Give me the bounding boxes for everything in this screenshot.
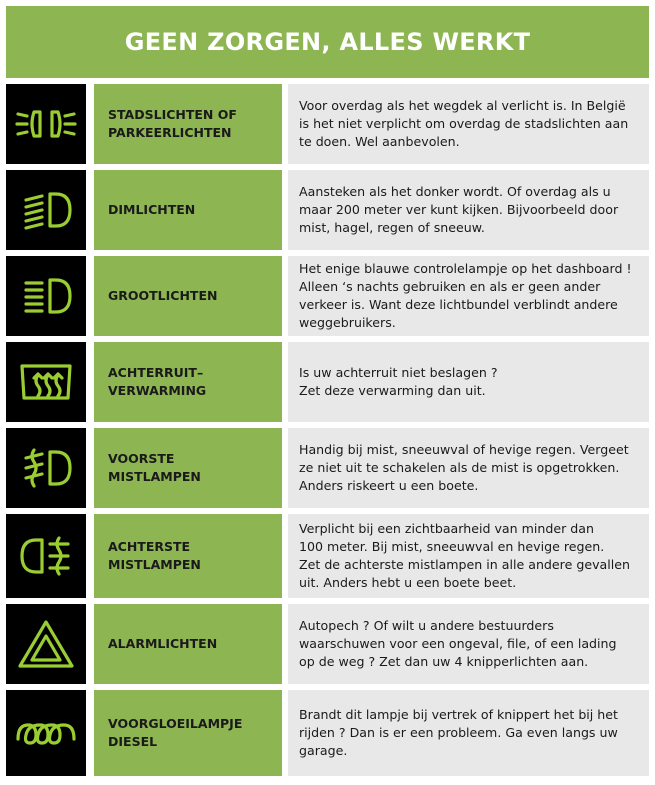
light-name: ACHTERSTE MISTLAMPEN	[108, 539, 201, 572]
light-name: VOORGLOEILAMPJE DIESEL	[108, 716, 243, 749]
icon-cell	[6, 170, 86, 250]
list-item	[6, 342, 649, 422]
icon-cell	[6, 342, 86, 422]
light-description: Autopech ? Of wilt u andere bestuurders waarschuwen voor een ongeval, file, of een lading op de weg ? Zet dan uw 4 knipperlichten aan.	[299, 618, 617, 669]
parking-lights-icon	[14, 96, 78, 152]
light-description: Is uw achterruit niet beslagen ? Zet deze verwarming dan uit.	[299, 365, 498, 398]
description-cell	[288, 428, 649, 508]
low-beam-icon	[14, 182, 78, 238]
light-name: ALARMLICHTEN	[108, 636, 218, 651]
icon-cell	[6, 690, 86, 776]
label-cell	[94, 170, 282, 250]
light-description: Verplicht bij een zichtbaarheid van minder dan 100 meter. Bij mist, sneeuwval en hevige regen. Zet de achterste mistlampen in alle andere gevallen uit. Anders hebt u een boete beet.	[299, 521, 630, 590]
high-beam-icon	[14, 268, 78, 324]
list-item	[6, 428, 649, 508]
list-item	[6, 170, 649, 250]
light-name: STADSLICHTEN OF PARKEERLICHTEN	[108, 107, 237, 140]
description-cell	[288, 690, 649, 776]
label-cell	[94, 256, 282, 336]
label-cell	[94, 514, 282, 598]
icon-cell	[6, 514, 86, 598]
list-item	[6, 604, 649, 684]
rear-fog-light-icon	[14, 528, 78, 584]
label-cell	[94, 342, 282, 422]
light-description: Brandt dit lampje bij vertrek of knippert het bij het rijden ? Dan is er een probleem. Ga even langs uw garage.	[299, 707, 618, 758]
icon-cell	[6, 84, 86, 164]
description-cell	[288, 170, 649, 250]
light-name: DIMLICHTEN	[108, 202, 196, 217]
page-title: GEEN ZORGEN, ALLES WERKT	[6, 6, 649, 78]
label-cell	[94, 428, 282, 508]
rear-defrost-icon	[14, 354, 78, 410]
list-item	[6, 690, 649, 776]
light-description: Handig bij mist, sneeuwval of hevige regen. Vergeet ze niet uit te schakelen als de mist is opgetrokken. Anders riskeert u een boete.	[299, 442, 629, 493]
icon-cell	[6, 604, 86, 684]
light-name: VOORSTE MISTLAMPEN	[108, 451, 201, 484]
light-description: Het enige blauwe controlelampje op het dashboard ! Alleen ‘s nachts gebruiken en als er geen ander verkeer is. Want deze lichtbundel verblindt andere weggebruikers.	[299, 261, 632, 330]
description-cell	[288, 514, 649, 598]
light-description: Aansteken als het donker wordt. Of overdag als u maar 200 meter ver kunt kijken. Bijvoorbeeld door mist, hagel, regen of sneeuw.	[299, 184, 619, 235]
hazard-warning-icon	[14, 616, 78, 672]
light-name: ACHTERRUIT– VERWARMING	[108, 365, 207, 398]
description-cell	[288, 604, 649, 684]
light-description: Voor overdag als het wegdek al verlicht is. In België is het niet verplicht om overdag de stadslichten aan te doen. Wel aanbevolen.	[299, 98, 629, 149]
description-cell	[288, 256, 649, 336]
description-cell	[288, 342, 649, 422]
light-name: GROOTLICHTEN	[108, 288, 218, 303]
front-fog-light-icon	[14, 440, 78, 496]
label-cell	[94, 84, 282, 164]
label-cell	[94, 604, 282, 684]
icon-cell	[6, 428, 86, 508]
glow-plug-icon	[14, 705, 78, 761]
list-item	[6, 84, 649, 164]
label-cell	[94, 690, 282, 776]
list-item	[6, 256, 649, 336]
icon-cell	[6, 256, 86, 336]
description-cell	[288, 84, 649, 164]
list-item	[6, 514, 649, 598]
